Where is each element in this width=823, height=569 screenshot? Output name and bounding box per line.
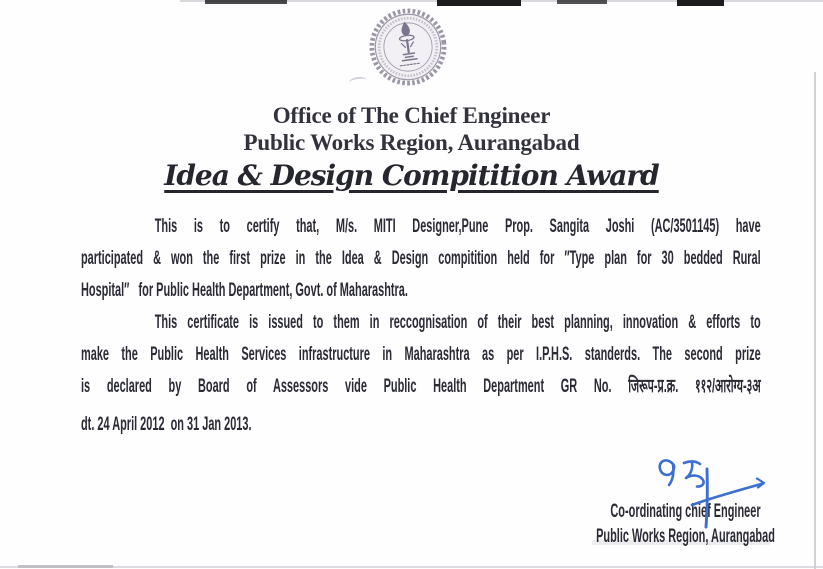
office-title-line1: Office of The Chief Engineer — [272, 103, 551, 128]
scan-artifact-bottom-mark — [18, 565, 113, 568]
scan-artifact-bar — [557, 0, 607, 4]
handwritten-signature-ink — [650, 452, 790, 542]
body-text — [81, 211, 761, 441]
body-line: participated & won the first prize in the Idea & Design compitition held for ″Type plan for 30 bedded Rural — [81, 248, 761, 269]
scan-artifact-bottom-edge — [0, 566, 823, 568]
signatory-office: Public Works Region, Aurangabad — [595, 526, 775, 547]
body-line: Hospital″ for Public Health Department, Govt. of Maharashtra. — [81, 280, 408, 301]
body-line: make the Public Health Services infrastructure in Maharashtra as per I.P.H.S. standerds. The second prize — [81, 344, 761, 365]
body-line: This is to certify that, M/s. MITI Designer,Pune Prop. Sangita Joshi (AC/3501145) have — [154, 216, 761, 237]
scan-artifact-bar — [205, 0, 287, 4]
body-line: dt. 24 April 2012 on 31 Jan 2013. — [81, 414, 252, 435]
government-seal-icon — [360, 4, 456, 90]
scan-artifact-bar — [677, 0, 724, 6]
office-title-line2: Public Works Region, Aurangabad — [243, 130, 580, 155]
certificate-body — [81, 211, 761, 451]
body-line: This certificate is issued to them in reccognisation of their best planning, innovation & efforts to — [154, 312, 761, 333]
certificate-title: Idea & Design Compitition Award — [164, 159, 659, 192]
signatory-title: Co-ordinating chief Engineer — [609, 501, 761, 522]
body-line: is declared by Board of Assessors vide Public Health Department GR No. जिरूप-प्र.क्र. ११२/आरोग्य-३अ — [81, 376, 761, 397]
